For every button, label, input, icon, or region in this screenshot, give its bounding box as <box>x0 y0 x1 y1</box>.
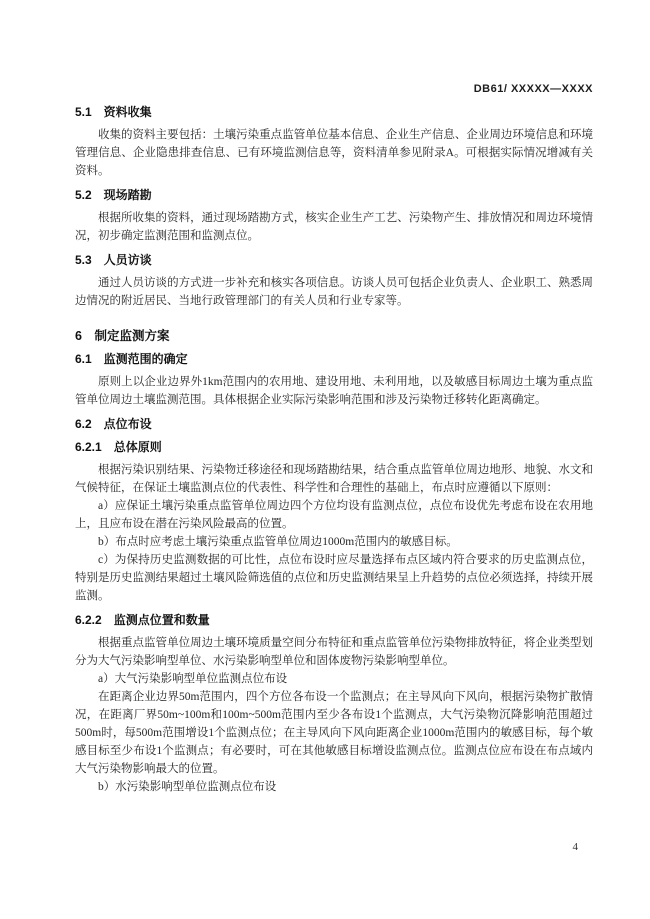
para-5-3-interviews: 通过人员访谈的方式进一步补充和核实各项信息。访谈人员可包括企业负责人、企业职工、熟悉周边情况的附近居民、当地行政管理部门的有关人员和行业专家等。 <box>75 277 593 307</box>
heading-6-2-1: 6.2.1 总体原则 <box>75 440 162 454</box>
para-5-1-data-collection: 收集的资料主要包括：土壤污染重点监管单位基本信息、企业生产信息、企业周边环境信息和环境管理信息、企业隐患排查信息、已有环境监测信息等，资料清单参见附录A。可根据实际情况增减有关资料。 <box>75 129 593 177</box>
doc-code-header: DB61/ XXXXX—XXXX <box>473 83 593 95</box>
heading-5-3: 5.3 人员访谈 <box>75 253 152 267</box>
list-item-a-6-2-2-air-pollution: a）大气污染影响型单位监测点位布设 <box>98 673 288 685</box>
list-item-a-6-2-1: a）应保证土壤污染重点监管单位周边四个方位均设有监测点位，点位布设优先考虑布设在农用地上，且应布设在潜在污染风险最高的位置。 <box>75 500 593 530</box>
list-item-c-6-2-1: c）为保持历史监测数据的可比性，点位布设时应尽量选择布点区域内符合要求的历史监测点位，特别是历史监测结果超过土壤风险筛选值的点位和历史监测结果呈上升趋势的点位必须选择，持续开展监测。 <box>75 554 593 602</box>
heading-6-1: 6.1 监测范围的确定 <box>75 352 188 366</box>
para-6-2-1-intro: 根据污染识别结果、污染物迁移途径和现场踏勘结果，结合重点监管单位周边地形、地貌、水文和气候特征，在保证土壤监测点位的代表性、科学性和合理性的基础上，布点时应遵循以下原则： <box>75 464 593 494</box>
page-number: 4 <box>572 841 578 853</box>
heading-6: 6 制定监测方案 <box>75 329 170 343</box>
list-item-b-6-2-1: b）布点时应考虑土壤污染重点监管单位周边1000m范围内的敏感目标。 <box>98 536 458 548</box>
heading-5-1: 5.1 资料收集 <box>75 105 152 119</box>
heading-6-2: 6.2 点位布设 <box>75 417 152 431</box>
heading-5-2: 5.2 现场踏勘 <box>75 188 152 202</box>
para-air-pollution-point-layout: 在距离企业边界50m范围内，四个方位各布设一个监测点；在主导风向下风向，根据污染物扩散情况，在距离厂界50m~100m和100m~500m范围内至少各布设1个监测点，大气污染物沉降影响范围超过500m时，每500m范围增设1个监测点位；在主导风向下风向距离企业1000m范围内的敏感目标，每个敏感目标至少布设1个监测点；有必要时，可在其他敏感目标增设监测点位。监测点位应布设在布点域内大气污染物影响最大的位置。 <box>75 691 593 775</box>
para-6-1-monitoring-scope: 原则上以企业边界外1km范围内的农用地、建设用地、未利用地，以及敏感目标周边土壤为重点监管单位周边土壤监测范围。具体根据企业实际污染影响范围和涉及污染物迁移转化距离确定。 <box>75 376 593 406</box>
heading-6-2-2: 6.2.2 监测点位置和数量 <box>75 613 210 627</box>
para-6-2-2-intro: 根据重点监管单位周边土壤环境质量空间分布特征和重点监管单位污染物排放特征，将企业类型划分为大气污染影响型单位、水污染影响型单位和固体废物污染影响型单位。 <box>75 637 593 667</box>
para-5-2-site-survey: 根据所收集的资料，通过现场踏勘方式，核实企业生产工艺、污染物产生、排放情况和周边环境情况，初步确定监测范围和监测点位。 <box>75 212 593 242</box>
list-item-b-6-2-2-water-pollution: b）水污染影响型单位监测点位布设 <box>98 781 277 793</box>
